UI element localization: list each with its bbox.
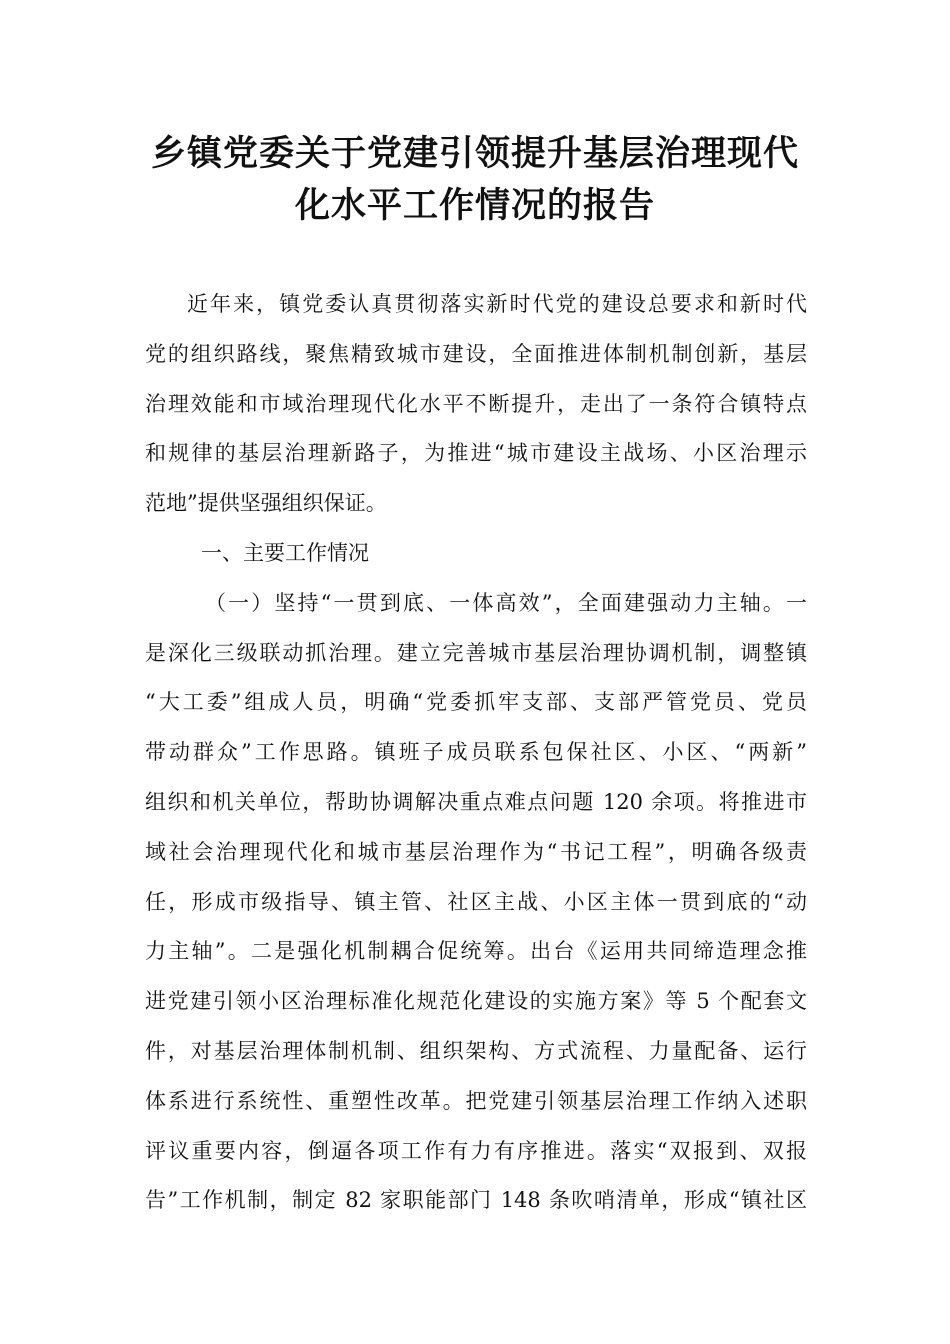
paragraph-line: 带动群众”工作思路。镇班子成员联系包保社区、小区、“两新” [145,740,807,765]
title-line-1: 乡镇党委关于党建引领提升基层治理现代 [150,134,799,174]
paragraph-line: 件，对基层治理体制机制、组织架构、方式流程、力量配备、运行 [145,1038,807,1063]
paragraph-line: 告”工作机制，制定 82 家职能部门 148 条吹哨清单，形成“镇社区 [145,1188,807,1213]
subsection-heading-line: （一）坚持“一贯到底、一体高效”，全面建强动力主轴。一 [205,590,807,615]
paragraph-line: 进党建引领小区治理标准化规范化建设的实施方案》等 5 个配套文 [145,989,807,1014]
paragraph-line: 是深化三级联动抓治理。建立完善城市基层治理协调机制，调整镇 [145,640,807,665]
paragraph-line: 任，形成市级指导、镇主管、社区主战、小区主体一贯到底的“动 [145,889,807,914]
paragraph-line: 体系进行系统性、重塑性改革。把党建引领基层治理工作纳入述职 [145,1088,807,1113]
paragraph-line: 治理效能和市域治理现代化水平不断提升，走出了一条符合镇特点 [145,391,807,416]
paragraph-line: 近年来，镇党委认真贯彻落实新时代党的建设总要求和新时代 [187,292,807,316]
title-line-2: 化水平工作情况的报告 [294,186,655,226]
document-body [145,280,807,1226]
paragraph-line: 力主轴”。二是强化机制耦合促统筹。出台《运用共同缔造理念推 [145,939,807,964]
paragraph-line: 域社会治理现代化和城市基层治理作为“书记工程”，明确各级责 [145,839,807,864]
paragraph-line: “大工委”组成人员，明确“党委抓牢支部、支部严管党员、党员 [145,690,807,715]
paragraph-line: 范地”提供坚强组织保证。 [145,491,387,516]
paragraph-line: 组织和机关单位，帮助协调解决重点难点问题 120 余项。将推进市 [145,789,807,814]
document-title [120,128,830,232]
section-heading: 一、主要工作情况 [201,540,369,565]
paragraph-line: 评议重要内容，倒逼各项工作有力有序推进。落实“双报到、双报 [145,1138,807,1163]
paragraph-line: 党的组织路线，聚焦精致城市建设，全面推进体制机制创新，基层 [145,341,807,366]
paragraph-line: 和规律的基层治理新路子，为推进“城市建设主战场、小区治理示 [145,441,807,466]
